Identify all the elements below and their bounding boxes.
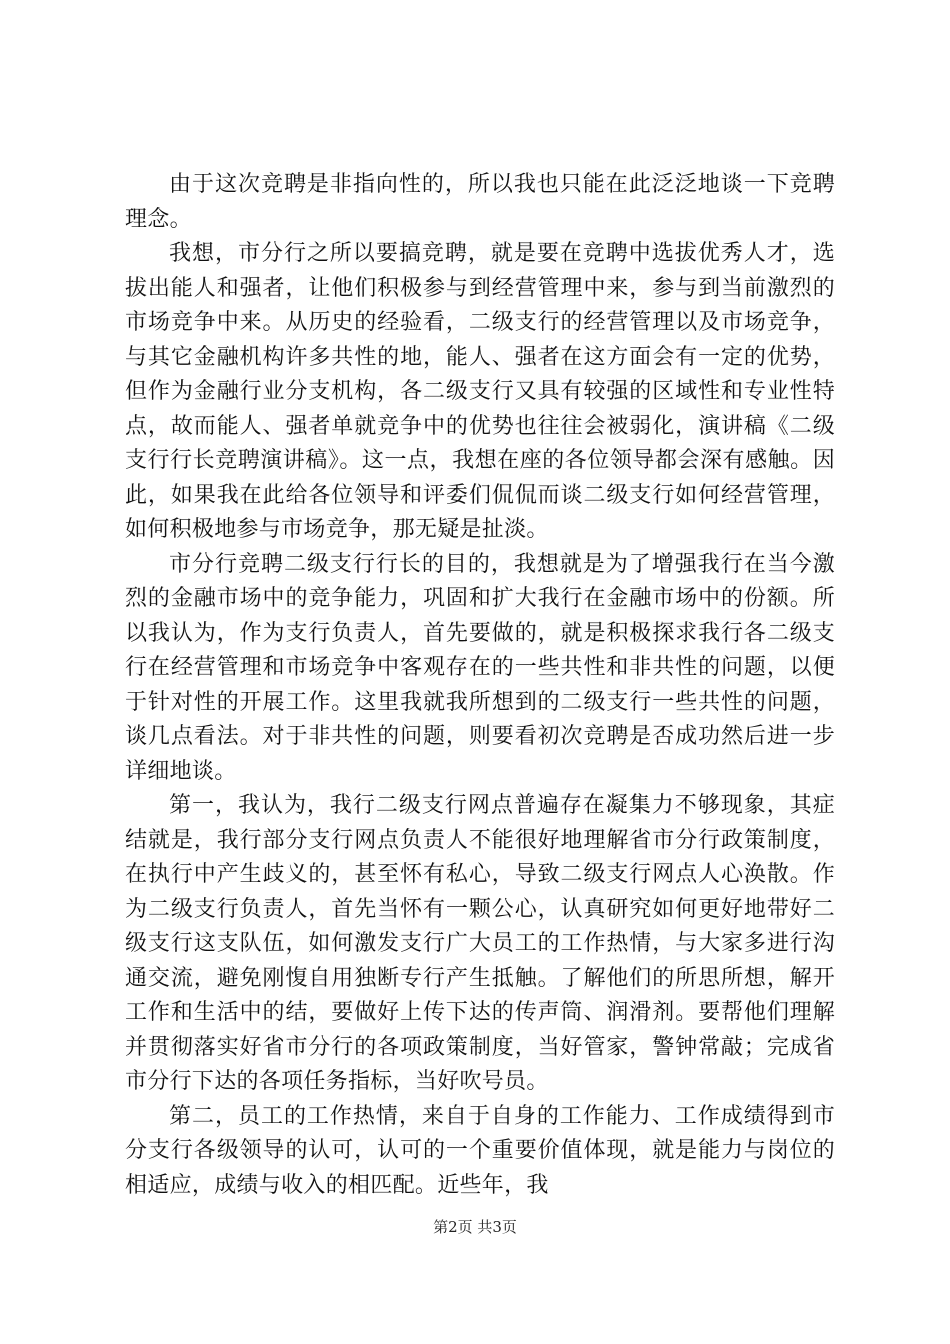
paragraph-5: 第二，员工的工作热情，来自于自身的工作能力、工作成绩得到市分支行各级领导的认可，认可的一个重要价值体现，就是能力与岗位的相适应，成绩与收入的相匹配。近些年，我 <box>125 1103 835 1198</box>
page-number-footer: 第2页 共3页 <box>433 1218 517 1236</box>
paragraph-2: 我想，市分行之所以要搞竞聘，就是要在竞聘中选拔优秀人才，选拔出能人和强者，让他们积极参与到经营管理中来，参与到当前激烈的市场竞争中来。从历史的经验看，二级支行的经营管理以及市场竞争，与其它金融机构许多共性的地，能人、强者在这方面会有一定的优势，但作为金融行业分支机构，各二级支行又具有较强的区域性和专业性特点，故而能人、强者单就竞争中的优势也往往会被弱化，演讲稿《二级支行行长竞聘演讲稿》。这一点，我想在座的各位领导都会深有感触。因此，如果我在此给各位领导和评委们侃侃而谈二级支行如何经营管理，如何积极地参与市场竞争，那无疑是扯淡。 <box>125 241 835 542</box>
document-body <box>125 168 835 1203</box>
paragraph-3: 市分行竞聘二级支行行长的目的，我想就是为了增强我行在当今激烈的金融市场中的竞争能力，巩固和扩大我行在金融市场中的份额。所以我认为，作为支行负责人，首先要做的，就是积极探求我行各二级支行在经营管理和市场竞争中客观存在的一些共性和非共性的问题，以便于针对性的开展工作。这里我就我所想到的二级支行一些共性的问题，谈几点看法。对于非共性的问题，则要看初次竞聘是否成功然后进一步详细地谈。 <box>125 551 835 784</box>
paragraph-4: 第一，我认为，我行二级支行网点普遍存在凝集力不够现象，其症结就是，我行部分支行网点负责人不能很好地理解省市分行政策制度，在执行中产生歧义的，甚至怀有私心，导致二级支行网点人心涣散。作为二级支行负责人，首先当怀有一颗公心，认真研究如何更好地带好二级支行这支队伍，如何激发支行广大员工的工作热情，与大家多进行沟通交流，避免刚愎自用独断专行产生抵触。了解他们的所思所想，解开工作和生活中的结，要做好上传下达的传声筒、润滑剂。要帮他们理解并贯彻落实好省市分行的各项政策制度，当好管家，警钟常敲；完成省市分行下达的各项任务指标，当好吹号员。 <box>125 793 835 1094</box>
paragraph-1: 由于这次竞聘是非指向性的，所以我也只能在此泛泛地谈一下竞聘理念。 <box>125 172 835 232</box>
